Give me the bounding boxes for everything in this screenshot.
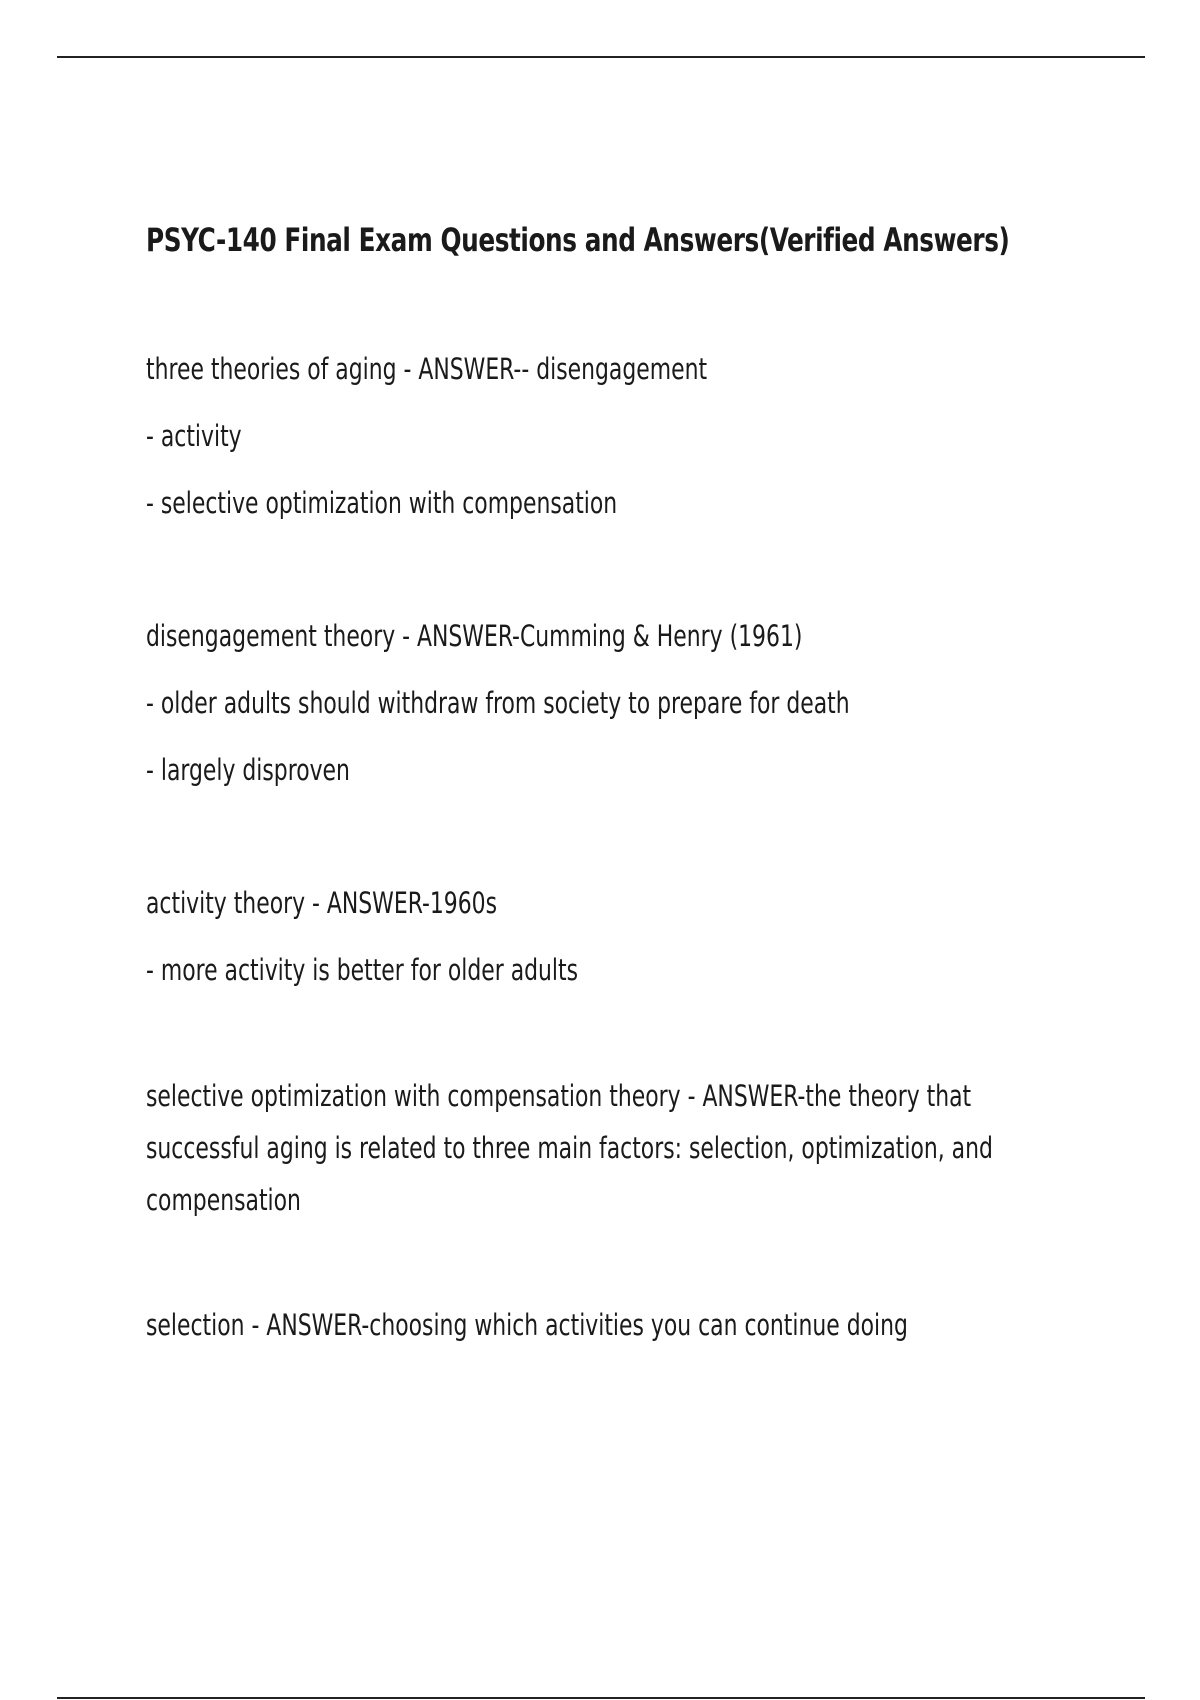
document-title: PSYC-140 Final Exam Questions and Answers(Verified Answers) bbox=[146, 221, 1010, 259]
qa-line: - older adults should withdraw from society to prepare for death bbox=[146, 686, 850, 720]
qa-entry-activity-theory bbox=[146, 870, 1066, 1004]
qa-entry-soc-theory bbox=[146, 1070, 1066, 1226]
qa-line: selection - ANSWER-choosing which activities you can continue doing bbox=[146, 1308, 908, 1342]
qa-line: - activity bbox=[146, 419, 242, 453]
top-rule bbox=[57, 56, 1145, 58]
qa-line: - more activity is better for older adults bbox=[146, 953, 579, 987]
qa-entry-theories-of-aging bbox=[146, 336, 1066, 537]
qa-line: three theories of aging - ANSWER-- disengagement bbox=[146, 352, 708, 386]
qa-line: activity theory - ANSWER-1960s bbox=[146, 886, 498, 920]
qa-line: - selective optimization with compensation bbox=[146, 486, 618, 520]
qa-line: - largely disproven bbox=[146, 753, 350, 787]
qa-entry-disengagement-theory bbox=[146, 603, 1066, 804]
qa-entry-selection bbox=[146, 1292, 1066, 1359]
bottom-rule bbox=[57, 1697, 1145, 1699]
qa-paragraph: selective optimization with compensation theory - ANSWER-the theory that successful aging is related to three main factors: selection, optimization, and compensation bbox=[146, 1079, 993, 1217]
document-body bbox=[146, 210, 1066, 1425]
qa-line: disengagement theory - ANSWER-Cumming & Henry (1961) bbox=[146, 619, 803, 653]
